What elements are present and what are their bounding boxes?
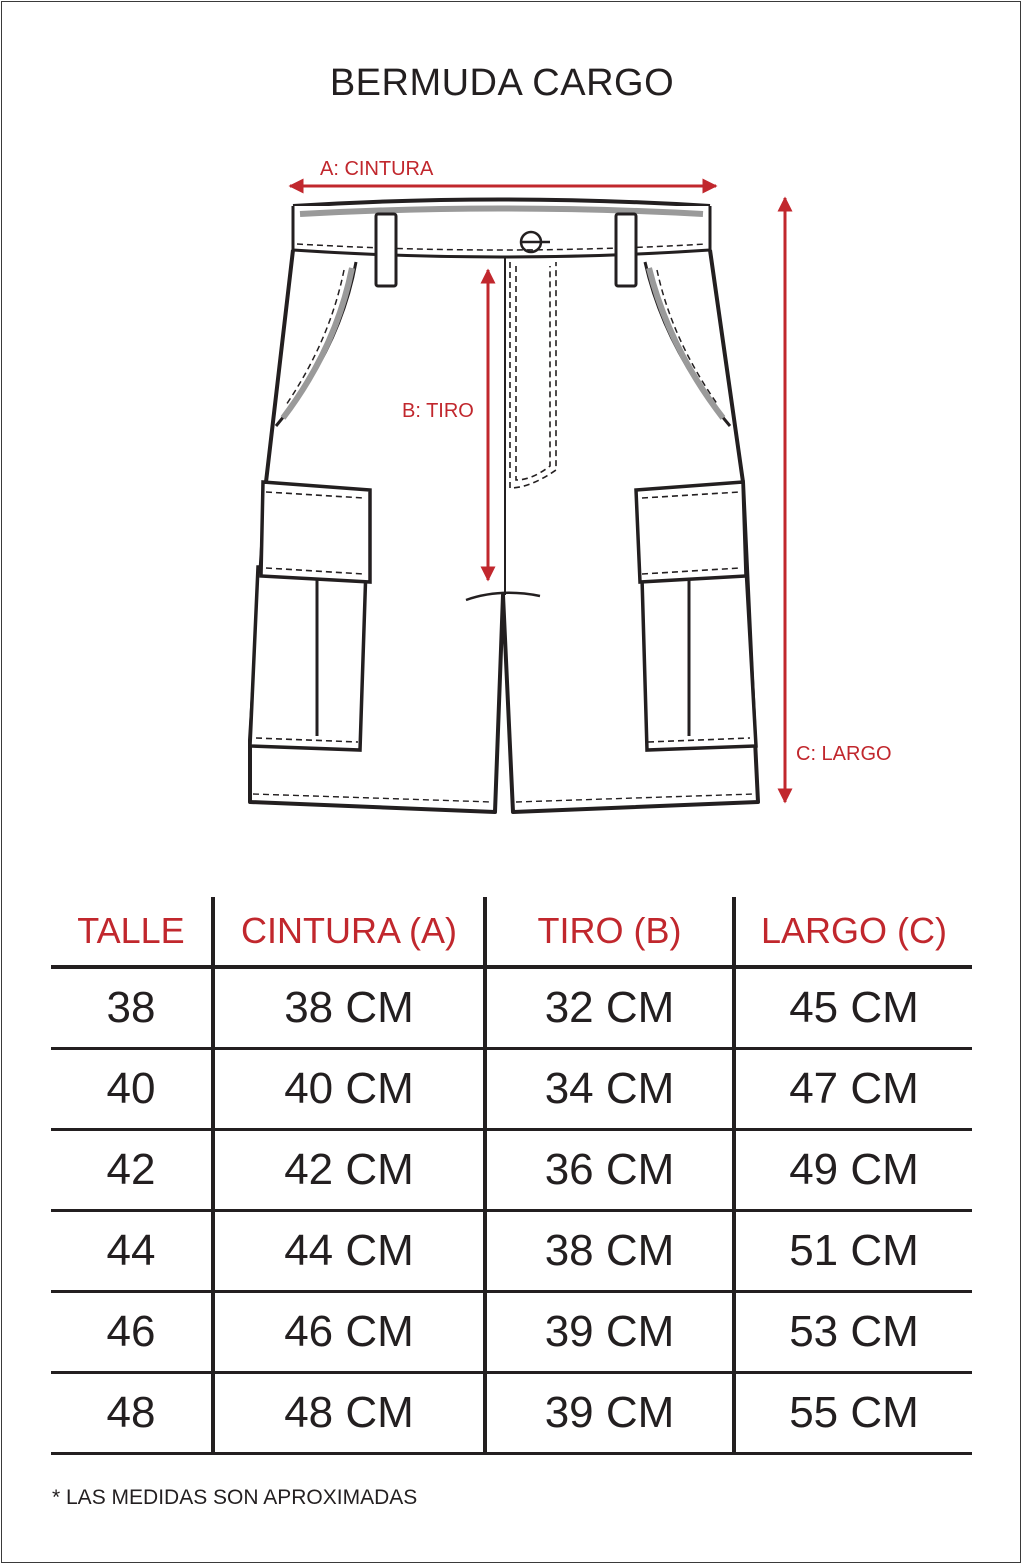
page-title: BERMUDA CARGO	[329, 62, 675, 104]
table-row	[51, 1373, 972, 1454]
table-row	[51, 1211, 972, 1292]
size-cell: 38	[51, 967, 213, 1049]
header-length: LARGO (C)	[734, 897, 972, 967]
length-cell: 53 CM	[734, 1292, 972, 1373]
length-cell: 45 CM	[734, 967, 972, 1049]
size-cell: 40	[51, 1049, 213, 1130]
size-cell: 44	[51, 1211, 213, 1292]
table-row	[51, 1292, 972, 1373]
waist-cell: 40 CM	[213, 1049, 485, 1130]
length-cell: 47 CM	[734, 1049, 972, 1130]
length-label: C: LARGO	[796, 743, 892, 765]
table-row	[51, 1049, 972, 1130]
rise-label: B: TIRO	[402, 400, 474, 422]
fly-stitching	[466, 258, 556, 600]
size-cell: 46	[51, 1292, 213, 1373]
waistband	[293, 200, 710, 258]
side-pockets	[276, 262, 730, 426]
length-cell: 55 CM	[734, 1373, 972, 1454]
table-header-row	[51, 897, 972, 967]
footnote: * LAS MEDIDAS SON APROXIMADAS	[52, 1486, 418, 1509]
waist-cell: 44 CM	[213, 1211, 485, 1292]
waist-label: A: CINTURA	[320, 158, 434, 180]
cargo-pocket-left	[250, 482, 492, 802]
rise-cell: 32 CM	[485, 967, 734, 1049]
length-cell: 49 CM	[734, 1130, 972, 1211]
table-row	[51, 967, 972, 1049]
rise-cell: 38 CM	[485, 1211, 734, 1292]
size-cell: 42	[51, 1130, 213, 1211]
waist-cell: 46 CM	[213, 1292, 485, 1373]
table-row	[51, 1130, 972, 1211]
size-cell: 48	[51, 1373, 213, 1454]
size-table	[51, 897, 972, 1455]
rise-cell: 34 CM	[485, 1049, 734, 1130]
header-waist: CINTURA (A)	[213, 897, 485, 967]
rise-cell: 39 CM	[485, 1292, 734, 1373]
waist-cell: 38 CM	[213, 967, 485, 1049]
length-cell: 51 CM	[734, 1211, 972, 1292]
waist-cell: 48 CM	[213, 1373, 485, 1454]
header-rise: TIRO (B)	[485, 897, 734, 967]
cargo-pocket-right	[516, 482, 756, 802]
rise-cell: 36 CM	[485, 1130, 734, 1211]
waist-cell: 42 CM	[213, 1130, 485, 1211]
header-size: TALLE	[51, 897, 213, 967]
rise-cell: 39 CM	[485, 1373, 734, 1454]
